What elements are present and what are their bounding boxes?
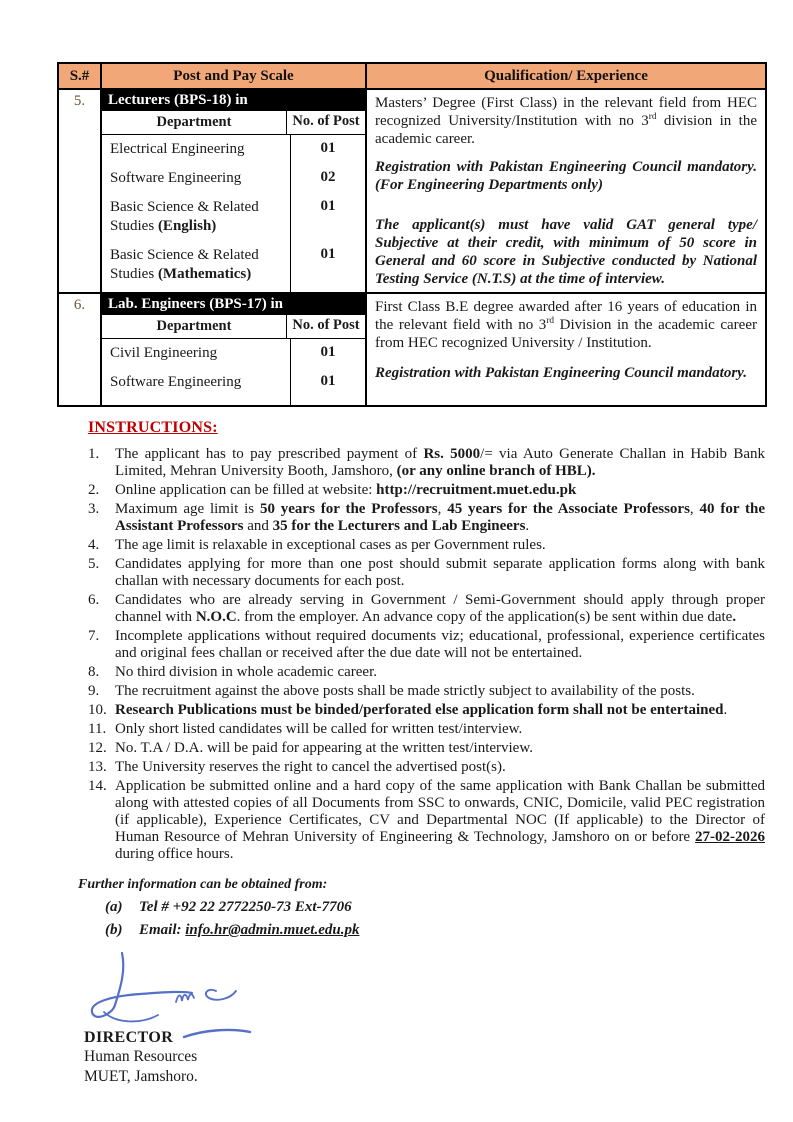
- department-name: Basic Science & Related Studies (English): [102, 193, 291, 241]
- col-header-qualification: Qualification/ Experience: [366, 63, 766, 89]
- inner-header-row: [102, 111, 365, 135]
- post-title-bar: Lecturers (BPS-18) in: [102, 90, 365, 111]
- signatory-title: DIRECTOR: [84, 1029, 174, 1046]
- qualification-paragraph: Registration with Pakistan Engineering Council mandatory. (For Engineering Departments only): [375, 159, 757, 193]
- inner-filler-row: [102, 397, 365, 407]
- signatory-department: Human Resources: [84, 1048, 198, 1065]
- qualification-paragraph: Masters’ Degree (First Class) in the relevant field from HEC recognized University/Institution with no 3rd division in the academic career.: [375, 95, 757, 147]
- instructions-list: [88, 446, 765, 863]
- instruction-item-11: 11. Only short listed candidates will be called for written test/interview.: [88, 721, 523, 737]
- contact-email: [105, 922, 765, 939]
- posts-count: 02: [320, 169, 336, 185]
- email-address: Email: info.hr@admin.muet.edu.pk: [139, 922, 360, 938]
- instruction-item-8: 8. No third division in whole academic career.: [88, 664, 377, 680]
- col-header-serial: S.#: [58, 63, 101, 89]
- department-name: Electrical Engineering: [102, 135, 291, 164]
- instruction-item-12: 12. No. T.A / D.A. will be paid for appearing at the written test/interview.: [88, 740, 533, 756]
- instruction-item-4: 4. The age limit is relaxable in exceptional cases as per Government rules.: [88, 537, 546, 553]
- instruction-item-1: 1. The applicant has to pay prescribed payment of Rs. 5000/= via Auto Generate Challan in Habib Bank Limited, Mehran University Booth, Jamshoro, (or any online branch of HBL).: [88, 446, 765, 479]
- department-name: Basic Science & Related Studies (Mathematics): [102, 241, 291, 289]
- post-cell-lecturers: [101, 89, 366, 293]
- instruction-item-2: 2. Online application can be filled at website: http://recruitment.muet.edu.pk: [88, 482, 577, 498]
- inner-post-table: [102, 90, 365, 292]
- post-cell-lab-engineers: [101, 293, 366, 406]
- qualification-cell: [366, 89, 766, 293]
- posts-table: [57, 62, 767, 407]
- inner-header-posts: No. of Post: [292, 317, 360, 333]
- department-name: Software Engineering: [102, 164, 291, 193]
- document-content: [57, 62, 765, 1087]
- col-header-post: Post and Pay Scale: [101, 63, 366, 89]
- instruction-item-9: 9. The recruitment against the above posts shall be made strictly subject to availability of the posts.: [88, 683, 695, 699]
- table-row-lecturers: [58, 89, 766, 293]
- further-info-heading: Further information can be obtained from:: [78, 877, 328, 892]
- qualification-paragraph: The applicant(s) must have valid GAT general type/ Subjective at their credit, with minimum of 50 score in General and 60 score in Subjective conducted by National Testing Service (N.T.S) at the time of interview.: [375, 217, 757, 287]
- contact-label: (a): [105, 899, 123, 915]
- inner-header-row: [102, 315, 365, 339]
- qualification-paragraph: First Class B.E degree awarded after 16 years of education in the relevant field with no 3rd Division in the academic career from HEC recognized University / Institution.: [375, 299, 757, 351]
- instruction-item-7: 7. Incomplete applications without required documents viz; educational, professional, experience certificates and original fees challan or received after the due date will not be entertained.: [88, 628, 765, 661]
- department-row: [102, 241, 365, 289]
- instruction-item-6: 6. Candidates who are already serving in Government / Semi-Government should apply through proper channel with N.O.C. from the employer. An advance copy of the application(s) be sent within due date.: [88, 592, 765, 625]
- instruction-item-14: 14. Application be submitted online and a hard copy of the same application with Bank Challan be submitted along with attested copies of all Documents from SSC to onwards, CNIC, Domicile, valid PEC registration (if applicable), Experience Certificates, CV and Departmental NOC (If applicable) to the Director of Human Resource of Mehran University of Engineering & Technology, Jamshoro on or before 27-02-2026 during office hours.: [88, 778, 765, 862]
- department-name: Civil Engineering: [102, 339, 291, 368]
- inner-header-department: Department: [102, 111, 287, 134]
- department-row: [102, 368, 365, 397]
- instruction-item-3: 3. Maximum age limit is 50 years for the Professors, 45 years for the Associate Professors, 40 for the Assistant Professors and 35 for the Lecturers and Lab Engineers.: [88, 501, 766, 534]
- inner-header-posts: No. of Post: [292, 113, 360, 129]
- posts-count: 01: [320, 373, 336, 389]
- instructions-heading: INSTRUCTIONS:: [88, 419, 218, 436]
- department-row: [102, 339, 365, 368]
- signatory-organization: MUET, Jamshoro.: [84, 1068, 198, 1085]
- serial-number: 5.: [58, 89, 101, 293]
- instruction-item-5: 5. Candidates applying for more than one post should submit separate application forms along with bank challan with necessary documents for each post.: [88, 556, 765, 589]
- table-row-lab-engineers: [58, 293, 766, 406]
- instruction-item-13: 13. The University reserves the right to cancel the advertised post(s).: [88, 759, 506, 775]
- serial-number: 6.: [58, 293, 101, 406]
- posts-count: 01: [320, 198, 336, 214]
- signature-block: [84, 949, 765, 1087]
- inner-post-table: [102, 294, 365, 405]
- posts-count: 01: [320, 246, 336, 262]
- department-row: [102, 193, 365, 241]
- department-row: [102, 164, 365, 193]
- qualification-paragraph: Registration with Pakistan Engineering Council mandatory.: [375, 365, 748, 381]
- department-row: [102, 135, 365, 164]
- contact-label: (b): [105, 922, 123, 938]
- telephone-number: Tel # +92 22 2772250-73 Ext-7706: [139, 899, 352, 915]
- table-header-row: [58, 63, 766, 89]
- inner-header-department: Department: [102, 315, 287, 338]
- posts-count: 01: [320, 140, 336, 156]
- posts-count: 01: [320, 344, 336, 360]
- post-title-bar: Lab. Engineers (BPS-17) in: [102, 294, 365, 315]
- qualification-cell: [366, 293, 766, 406]
- contact-telephone: [105, 899, 765, 916]
- department-name: Software Engineering: [102, 368, 291, 397]
- instructions-section: [88, 419, 765, 863]
- instruction-item-10: 10. Research Publications must be binded/perforated else application form shall not be entertained.: [88, 702, 728, 718]
